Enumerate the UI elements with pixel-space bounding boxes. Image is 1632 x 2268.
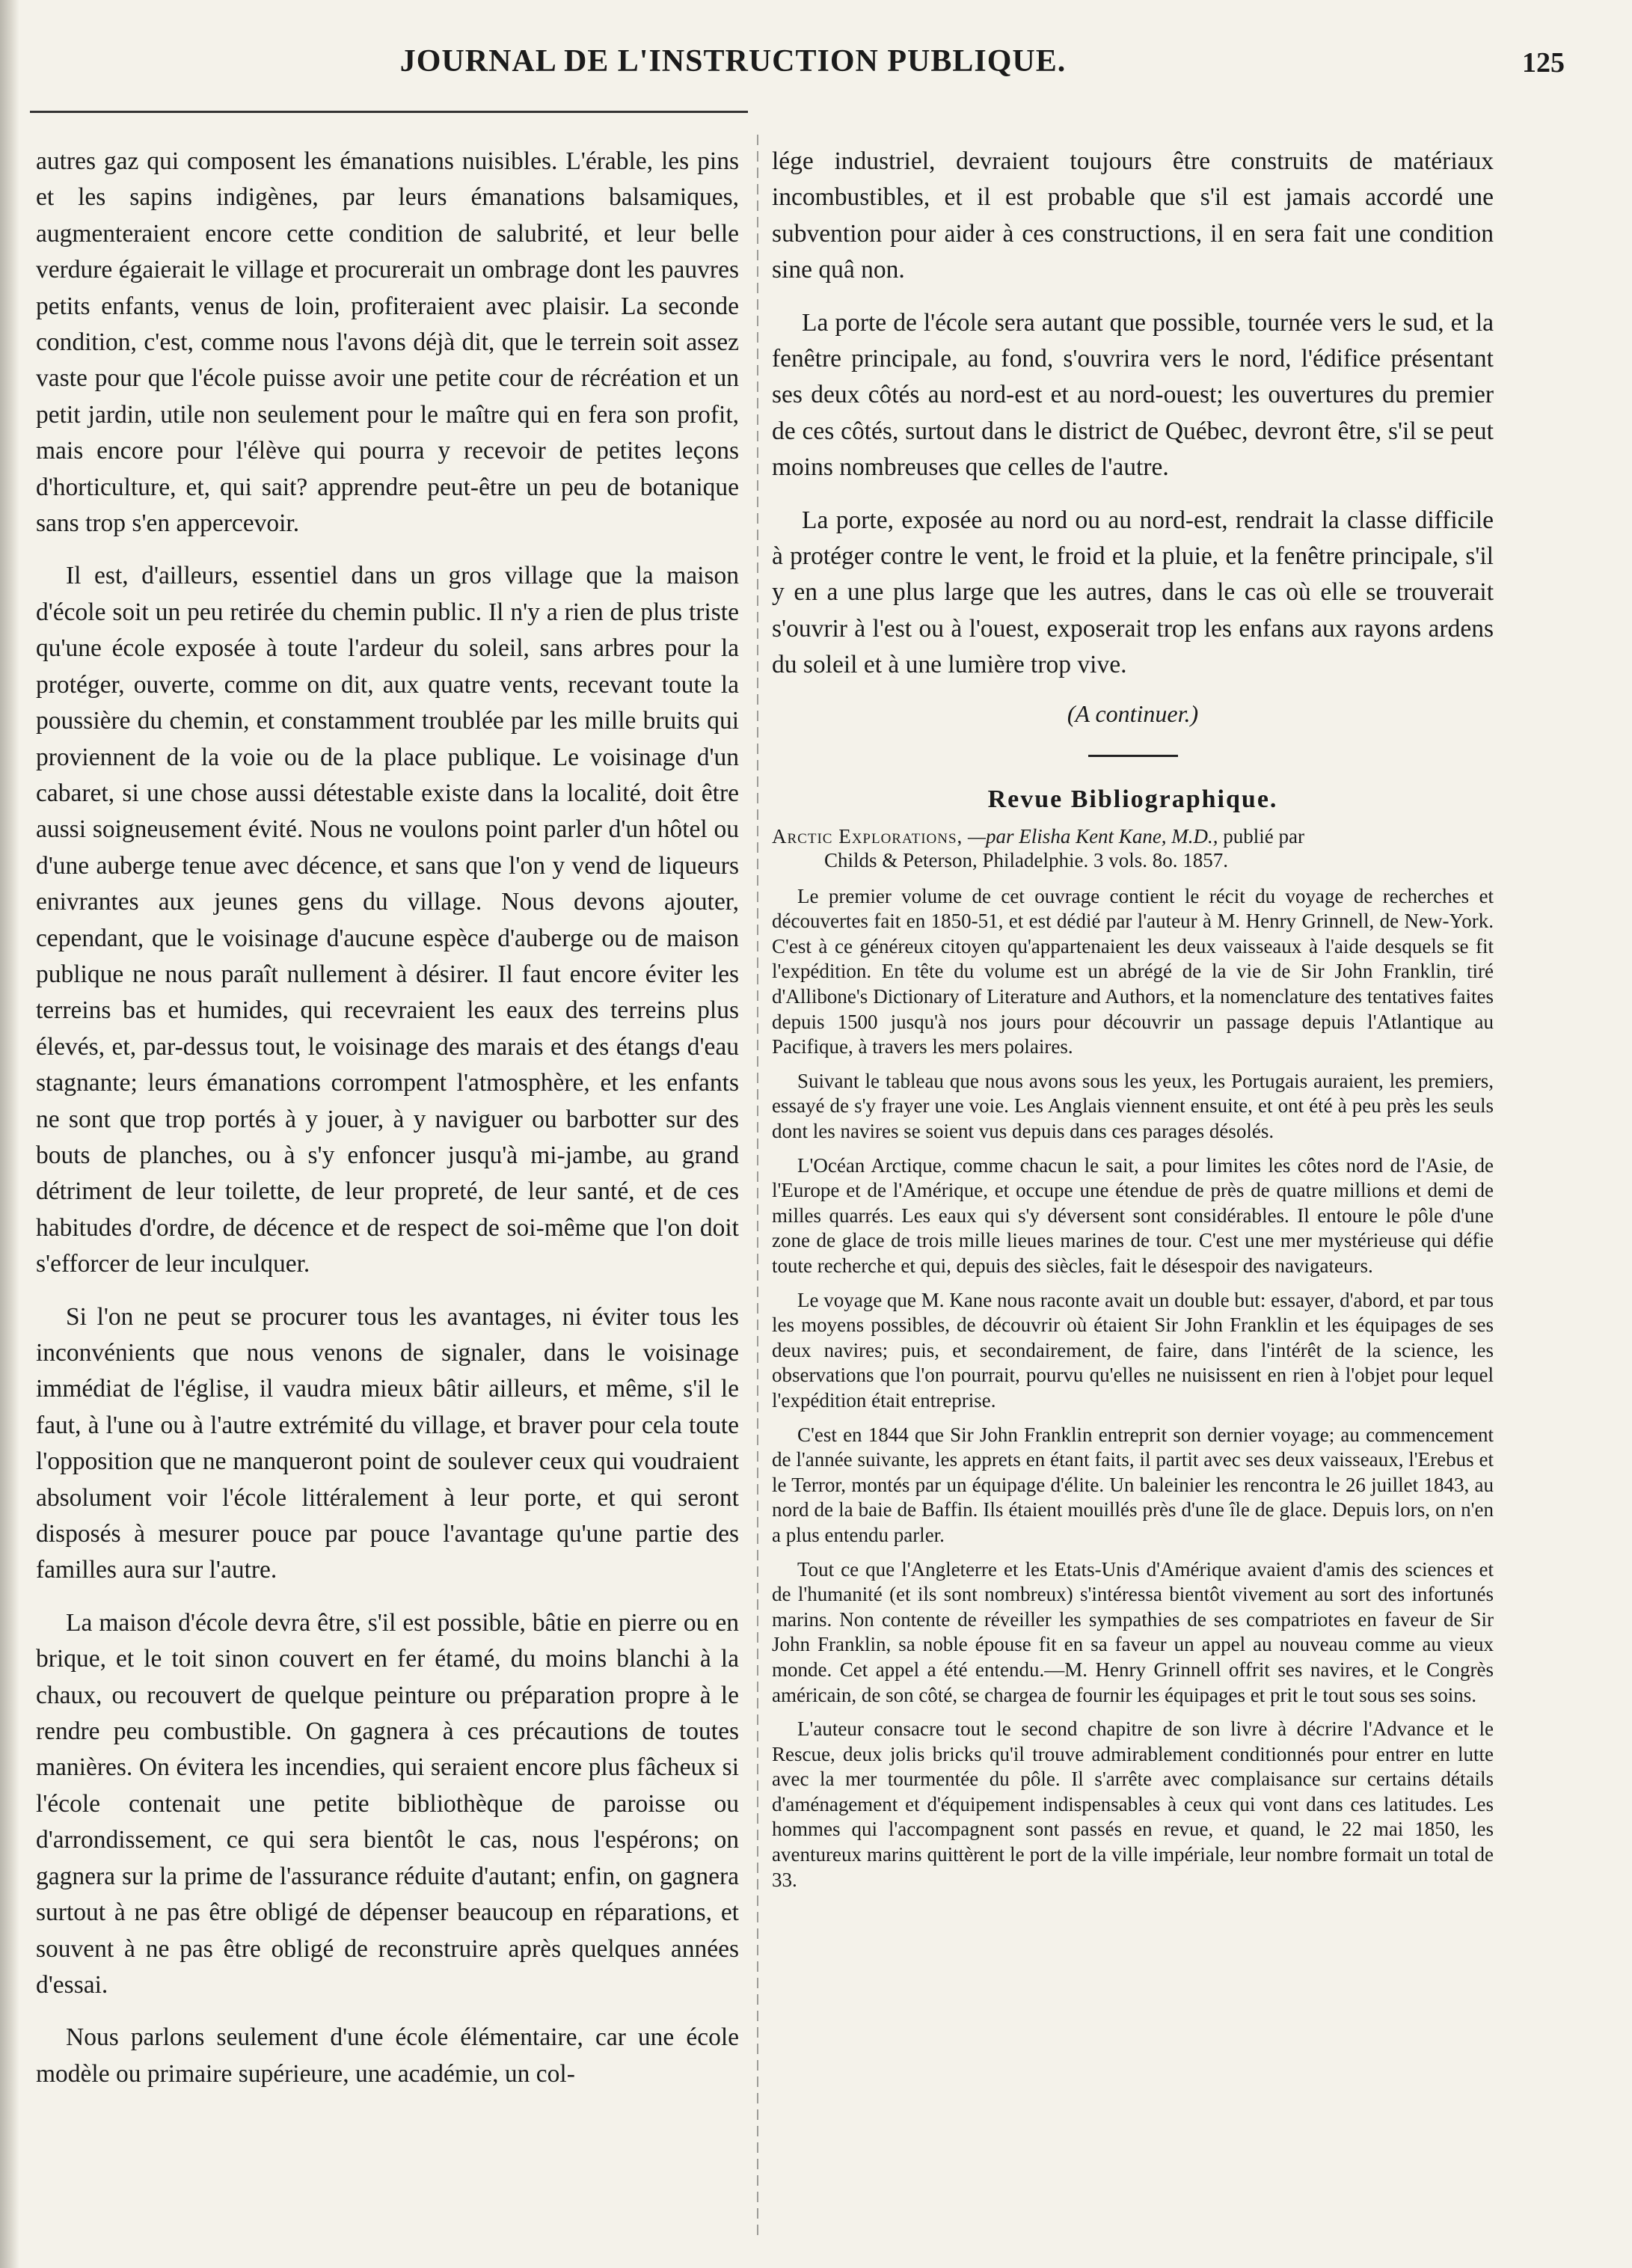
- article-paragraph: Il est, d'ailleurs, essentiel dans un gros village que la maison d'école soit un peu retirée du chemin public. Il n'y a rien de plus triste qu'une école exposée à toute l'ardeur du soleil, sans arbres pour la protéger, ouverte, comme on dit, aux quatre vents, recevant toute la poussière du chemin, et constamment troublée par les mille bruits qui proviennent de la voie ou de la place publique. Le voisinage d'un cabaret, si une chose aussi détestable existe dans la localité, doit être aussi soigneusement évité. Nous ne voulons point parler d'un hôtel ou d'une auberge tenue avec décence, et sans que l'on y vend de liqueurs enivrantes aux jeunes gens du village. Nous devons ajouter, cependant, que le voisinage d'aucune espèce d'auberge ou de maison publique ne nous paraît nullement à désirer. Il faut encore éviter les terreins bas et humides, qui recevraient les eaux des terreins plus élevés, et, par-dessus tout, le voisinage des marais et des étangs d'eau stagnante; leurs émanations corrompent l'atmosphère, et les enfants ne sont que trop portés à y jouer, à y naviguer ou barbotter sur des bouts de planches, ou à s'y enfoncer jusqu'à mi-jambe, au grand détriment de leur toilette, de leur propreté, de leur santé, et de ces habitudes d'ordre, de décence et de respect de soi-même que l'on doit s'efforcer de leur inculquer.: [36, 562, 739, 1278]
- article-paragraph: La maison d'école devra être, s'il est possible, bâtie en pierre ou en brique, et le toit sinon couvert en fer étamé, du moins blanchi à la chaux, ou recouvert de quelque peinture ou préparation propre à le rendre peu combustible. On gagnera à ces précautions de toutes manières. On évitera les incendies, qui seraient encore plus fâcheux si l'école contenait une petite bibliothèque de paroisse ou d'arrondissement, ce qui sera bientôt le cas, nous l'espérons; on gagnera sur la prime de l'assurance réduite d'autant; enfin, on gagnera surtout à ne pas être obligé de dépenser beaucoup en réparations, et souvent à ne pas être obligé de reconstruire après quelques années d'essai.: [36, 1608, 739, 1999]
- citation-rest: publié par: [1223, 824, 1305, 848]
- review-paragraph: L'Océan Arctique, comme chacun le sait, a pour limites les côtes nord de l'Asie, de l'Europe et de l'Amérique, et occupe une étendue de près de quatre millions et demi de milles quarrés. Les eaux qui s'y déversent sont considérables. Il entoure le pôle d'une zone de glace de trois mille lieues marines de tour. C'est une mer mystérieuse qui défie toute recherche et qui, depuis des siècles, fait le désespoir des navigateurs.: [772, 1153, 1494, 1277]
- page-edge-shadow: [0, 0, 19, 2268]
- citation-author: —par Elisha Kent Kane, M.D.,: [968, 824, 1218, 848]
- book-citation: [772, 824, 1494, 872]
- page-number: 125: [1522, 47, 1565, 79]
- review-paragraph: Suivant le tableau que nous avons sous les yeux, les Portugais auraient, les premiers, essayé de s'y frayer une voie. Les Anglais viennent ensuite, et ont été à peu près les seuls dont les navires se soient vus depuis dans ces parages désolés.: [772, 1069, 1494, 1143]
- header-rule: [30, 111, 748, 113]
- section-title: Revue Bibliographique.: [987, 785, 1278, 813]
- citation-publisher: Childs & Peterson, Philadelphie. 3 vols. 8o. 1857.: [824, 848, 1228, 871]
- review-paragraph: L'auteur consacre tout le second chapitre de son livre à décrire l'Advance et le Rescue, deux jolis bricks qu'il trouve admirablement conditionnés pour entrer en lutte avec la mer tourmentée du pôle. Il s'arrête avec complaisance sur certains détails d'aménagement et d'équipement indispensables à ceux qui vont dans ces latitudes. Les hommes qui l'accompagnent sont passés en revue, et quand, le 22 mai 1850, les aventureux marins quittèrent le port de la ville impériale, leur nombre formait un total de 33.: [772, 1717, 1494, 1891]
- continuation-note: (A continuer.): [1067, 699, 1199, 727]
- review-paragraph: Le voyage que M. Kane nous raconte avait un double but: essayer, d'abord, et par tous les moyens possibles, de découvrir où étaient Sir John Franklin et les équipages de ses deux navires; puis, et secondairement, de faire, dans l'intérêt de la science, les observations que l'on pourrait, pourvu qu'elles ne nuisissent en rien à l'objet pour lequel l'expédition était entreprise.: [772, 1288, 1494, 1412]
- article-paragraph: Nous parlons seulement d'une école élémentaire, car une école modèle ou primaire supérieure, une académie, un col-: [36, 2023, 739, 2088]
- right-column: [772, 144, 1494, 1901]
- review-paragraph: C'est en 1844 que Sir John Franklin entreprit son dernier voyage; au commencement de l'année suivante, les apprets en étant faits, il partit avec ses deux vaisseaux, l'Erebus et le Terror, montés par un équipage d'élite. Un baleinier les rencontra le 26 juillet 1843, au nord de la baie de Baffin. Ils étaient mouillés près d'une île de glace. Depuis lors, on n'en a plus entendu parler.: [772, 1423, 1494, 1546]
- review-paragraph: Le premier volume de cet ouvrage contient le récit du voyage de recherches et découvertes fait en 1850-51, et est dédié par l'auteur à M. Henry Grinnell, de New-York. C'est à ce généreux citoyen qu'appartenaient les deux vaisseaux à l'aide desquels se fit l'expédition. En tête du volume est un abrégé de la vie de Sir John Franklin, tiré d'Allibone's Dictionary of Literature and Authors, et la nomenclature des tentatives faites depuis 1500 jusqu'à nos jours pour découvrir un passage depuis l'Atlantique au Pacifique, à travers les mers polaires.: [772, 884, 1494, 1058]
- citation-title: Arctic Explorations,: [772, 824, 963, 848]
- section-separator: [1088, 755, 1178, 757]
- review-paragraph: Tout ce que l'Angleterre et les Etats-Unis d'Amérique avaient d'amis des sciences et de l'humanité (et ils sont nombreux) s'intéressa bientôt vivement au sort des infortunés marins. Non contente de réveiller les sympathies de ses compatriotes en faveur de Sir John Franklin, sa noble épouse fit en sa faveur un appel au nouveau comme au vieux monde. Cet appel a été entendu.—M. Henry Grinnell offrit ses navires, et le Congrès américain, de son côté, se chargea de fournir les équipages et prit le tout sous ses soins.: [772, 1557, 1494, 1706]
- article-paragraph: La porte, exposée au nord ou au nord-est, rendrait la classe difficile à protéger contre le vent, le froid et la pluie, et la fenêtre principale, s'il y en a une plus large que les autres, dans le cas où elle se trouverait s'ouvrir à l'est ou à l'ouest, exposerait trop les enfans aux rayons ardens du soleil et à une lumière trop vive.: [772, 506, 1494, 679]
- article-paragraph: lége industriel, devraient toujours être construits de matériaux incombustibles, et il est probable que s'il est jamais accordé une subvention pour aider à ces constructions, il en sera fait une condition sine quâ non.: [772, 147, 1494, 284]
- running-head: JOURNAL DE L'INSTRUCTION PUBLIQUE.: [399, 44, 1067, 79]
- article-paragraph: autres gaz qui composent les émanations nuisibles. L'érable, les pins et les sapins indigènes, par leurs émanations balsamiques, augmenteraient encore cette condition de salubrité, et leur belle verdure égaierait le village et procurerait un ombrage dont les pauvres petits enfants, venus de loin, profiteraient avec plaisir. La seconde condition, c'est, comme nous l'avons déjà dit, que le terrein soit assez vaste pour que l'école puisse avoir une petite cour de récréation et un petit jardin, utile non seulement pour le maître qui en fera son profit, mais encore pour l'élève qui pourra y recevoir de petites leçons d'horticulture, et, qui sait? apprendre peut-être un peu de botanique sans trop s'en appercevoir.: [36, 147, 739, 538]
- article-paragraph: La porte de l'école sera autant que possible, tournée vers le sud, et la fenêtre principale, au fond, s'ouvrira vers le nord, l'édifice présentant ses deux côtés au nord-est et au nord-ouest; les ouvertures du premier de ces côtés, surtout dans le district de Québec, devront être, s'il se peut moins nombreuses que celles de l'autre.: [772, 308, 1494, 482]
- column-divider: [757, 135, 758, 2237]
- article-paragraph: Si l'on ne peut se procurer tous les avantages, ni éviter tous les inconvénients que nous venons de signaler, dans le voisinage immédiat de l'église, il vaudra mieux bâtir ailleurs, et même, s'il le faut, à l'une ou à l'autre extrémité du village, et braver pour cela toute l'opposition que ne manqueront point de soulever ceux qui voudraient absolument voir l'école littéralement à leur porte, et qui seront disposés à mesurer pouce par pouce l'avantage qu'une partie des familles aura sur l'autre.: [36, 1302, 739, 1584]
- left-column: [36, 144, 739, 2109]
